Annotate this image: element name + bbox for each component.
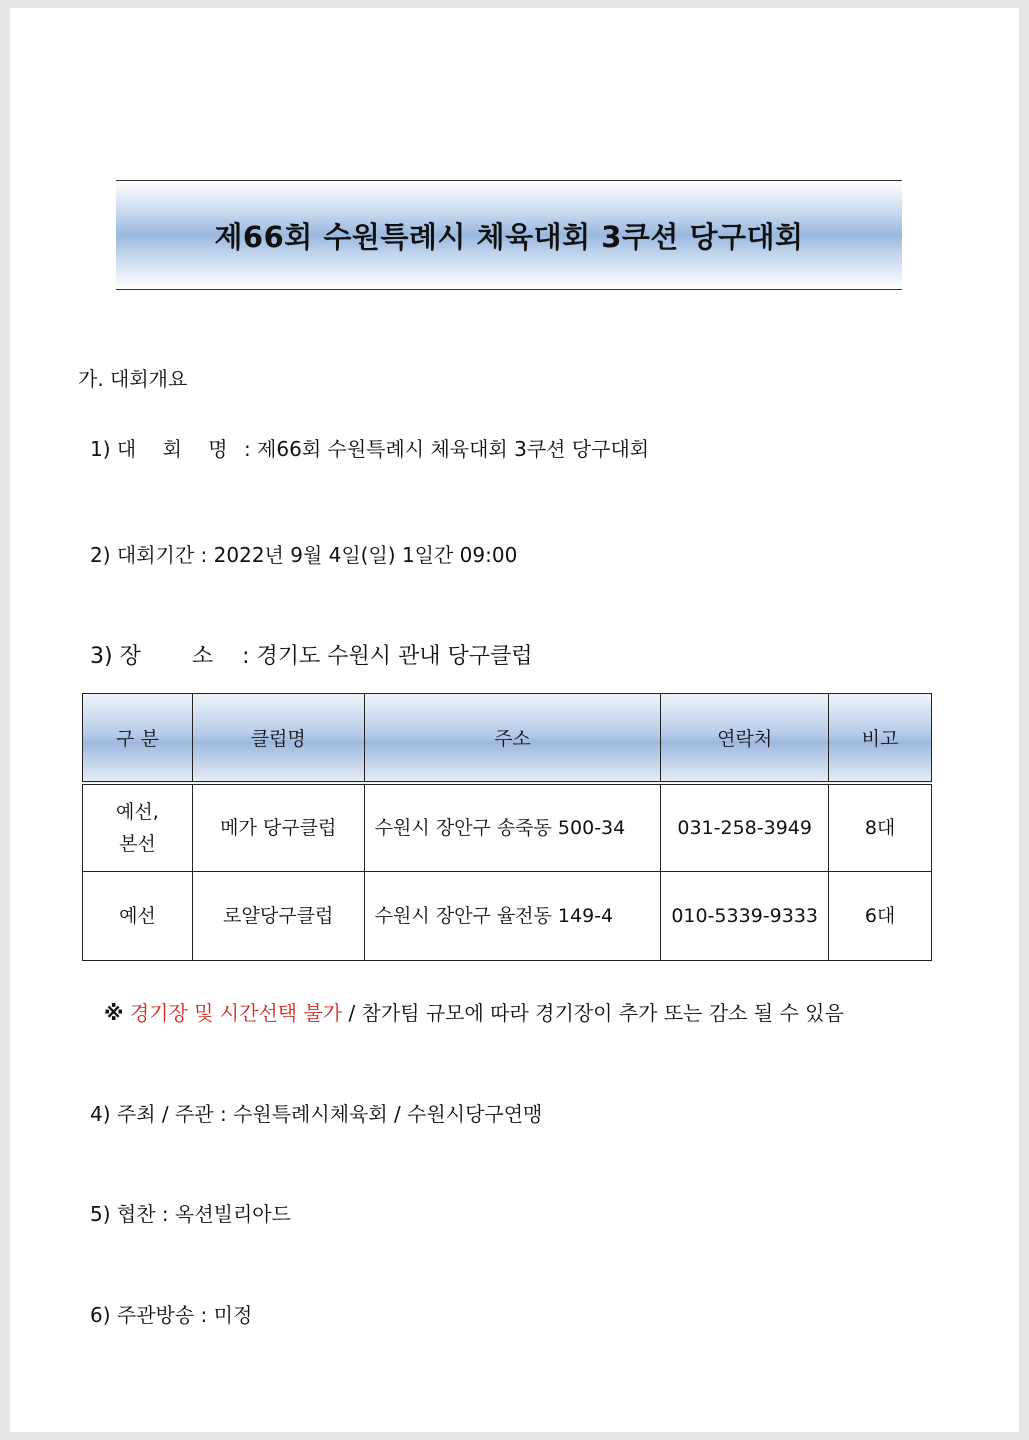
venue-table [82,693,932,961]
item-separator: : [219,1102,227,1126]
header-address: 주소 [364,694,661,783]
header-phone: 연락처 [661,694,829,783]
table-row [83,783,932,872]
item-label: 협찬 [116,1202,156,1226]
item-separator: : [243,437,251,461]
item-label: 주최 / 주관 [116,1102,214,1126]
cell-note: 6대 [829,872,932,961]
item-value: 2022년 9월 4일(일) 1일간 09:00 [213,543,518,567]
document-page [10,8,1019,1432]
cell-phone: 031-258-3949 [661,783,829,872]
item-number: 6) [90,1303,111,1327]
header-club: 클럽명 [192,694,364,783]
header-category: 구 분 [83,694,193,783]
item-event-period [90,539,517,568]
item-number: 1) [90,437,111,461]
item-label: 대 회 명 [116,437,238,461]
item-separator: : [200,1303,208,1327]
cell-category: 예선, 본선 [83,783,193,872]
item-sponsor [90,1198,291,1227]
cell-category: 예선 [83,872,193,961]
cell-phone: 010-5339-9333 [661,872,829,961]
section-heading: 가. 대회개요 [78,367,188,391]
item-label: 대회기간 [116,543,195,567]
title-banner [116,180,902,290]
notice-text [78,996,916,1030]
cell-address: 수원시 장안구 송죽동 500-34 [364,783,661,872]
item-value: 수원특례시체육회 / 수원시당구연맹 [233,1102,543,1126]
item-value: 옥션빌리아드 [175,1202,291,1226]
item-separator: : [200,543,208,567]
cell-note: 8대 [829,783,932,872]
item-label: 장 소 [119,644,236,669]
item-broadcast [90,1299,252,1328]
item-number: 5) [90,1202,111,1226]
item-separator: : [242,644,250,669]
table-header-row [83,694,932,783]
item-event-name [90,433,649,462]
item-venue [90,639,533,670]
item-value: 미정 [213,1303,253,1327]
item-number: 3) [90,644,113,669]
item-separator: : [161,1202,169,1226]
document-title: 제66회 수원특례시 체육대회 3쿠션 당구대회 [214,219,804,254]
item-label: 주관방송 [116,1303,195,1327]
cell-club: 메가 당구클럽 [192,783,364,872]
cell-club: 로얄당구클럽 [192,872,364,961]
cell-address: 수원시 장안구 율전동 149-4 [364,872,661,961]
notice-rest: / 참가팀 규모에 따라 경기장이 추가 또는 감소 될 수 있음 [348,1001,844,1025]
item-number: 2) [90,543,111,567]
item-host [90,1098,542,1127]
table-row [83,872,932,961]
item-number: 4) [90,1102,111,1126]
item-value: 제66회 수원특례시 체육대회 3쿠션 당구대회 [257,437,650,461]
item-value: 경기도 수원시 관내 당구클럽 [256,644,533,669]
header-note: 비고 [829,694,932,783]
notice-highlight: 경기장 및 시간선택 불가 [129,1001,343,1025]
reference-mark-icon: ※ [104,1001,124,1025]
